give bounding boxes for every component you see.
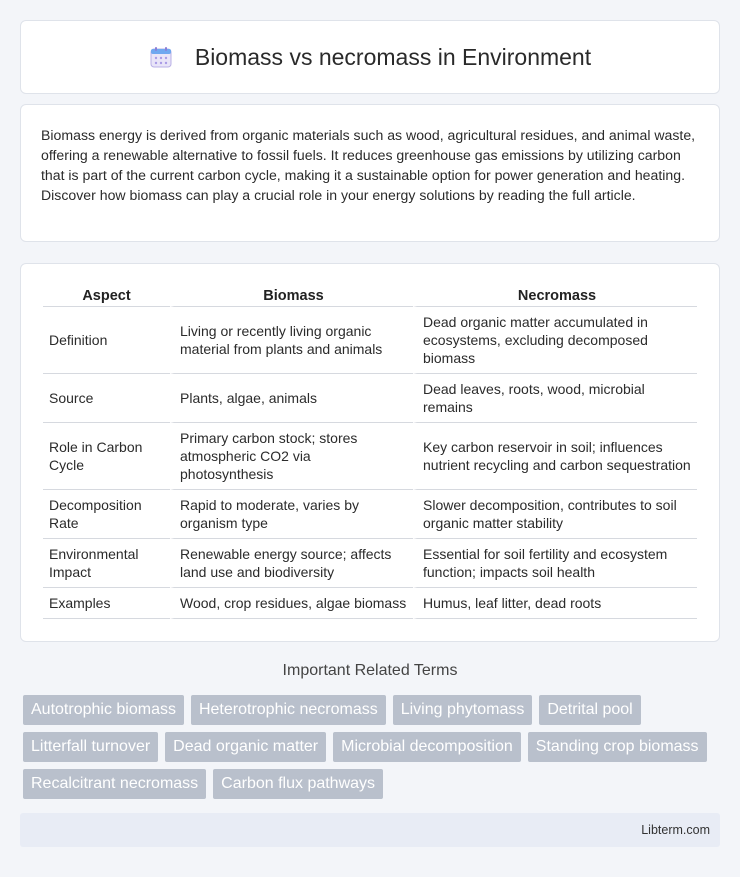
table-cell: Decomposition Rate	[43, 490, 170, 539]
title-wrap	[149, 44, 591, 71]
table-cell: Essential for soil fertility and ecosystem function; impacts soil health	[413, 539, 697, 588]
related-term-tag[interactable]: Detrital pool	[539, 695, 640, 725]
related-term-tag[interactable]: Living phytomass	[393, 695, 533, 725]
table-cell: Role in Carbon Cycle	[43, 423, 170, 490]
table-cell: Plants, algae, animals	[170, 374, 413, 423]
table-row	[43, 490, 697, 539]
table-cell: Source	[43, 374, 170, 423]
table-cell: Slower decomposition, contributes to soil organic matter stability	[413, 490, 697, 539]
header-necromass: Necromass	[413, 284, 697, 307]
table-cell: Definition	[43, 307, 170, 374]
related-term-tag[interactable]: Heterotrophic necromass	[191, 695, 386, 725]
table-row	[43, 539, 697, 588]
table-cell: Renewable energy source; affects land use and biodiversity	[170, 539, 413, 588]
table-cell: Living or recently living organic material from plants and animals	[170, 307, 413, 374]
table-cell: Humus, leaf litter, dead roots	[413, 588, 697, 619]
related-terms-title: Important Related Terms	[282, 662, 458, 679]
page-title: Biomass vs necromass in Environment	[194, 43, 592, 70]
header-aspect: Aspect	[43, 284, 170, 307]
intro-text: Biomass energy is derived from organic materials such as wood, agricultural residues, and animal waste, offering a renewable alternative to fossil fuels. It reduces greenhouse gas emissions by utilizing carbon that is part of the current carbon cycle, making it a sustainable option for power generation and heating. Discover how biomass can play a crucial role in your energy solutions by reading the full article.	[41, 127, 696, 203]
related-term-tag[interactable]: Dead organic matter	[165, 732, 326, 762]
related-term-tag[interactable]: Microbial decomposition	[333, 732, 521, 762]
comparison-table	[43, 284, 697, 619]
related-term-tag[interactable]: Recalcitrant necromass	[23, 769, 206, 799]
table-cell: Dead organic matter accumulated in ecosystems, excluding decomposed biomass	[413, 307, 697, 374]
table-row	[43, 307, 697, 374]
footer	[20, 813, 720, 847]
table-cell: Wood, crop residues, algae biomass	[170, 588, 413, 619]
header-biomass: Biomass	[170, 284, 413, 307]
table-row	[43, 588, 697, 619]
related-terms-list	[23, 695, 723, 799]
table-cell: Dead leaves, roots, wood, microbial remains	[413, 374, 697, 423]
table-row	[43, 374, 697, 423]
table-cell: Rapid to moderate, varies by organism type	[170, 490, 413, 539]
related-term-tag[interactable]: Standing crop biomass	[528, 732, 707, 762]
table-cell: Primary carbon stock; stores atmospheric CO2 via photosynthesis	[170, 423, 413, 490]
calendar-icon	[149, 45, 173, 69]
table-header-row	[43, 284, 697, 307]
footer-brand[interactable]: Libterm.com	[641, 823, 710, 837]
table-cell: Key carbon reservoir in soil; influences nutrient recycling and carbon sequestration	[413, 423, 697, 490]
related-term-tag[interactable]: Autotrophic biomass	[23, 695, 184, 725]
table-cell: Environmental Impact	[43, 539, 170, 588]
header-card	[20, 20, 720, 94]
comparison-table-card	[20, 263, 720, 642]
table-row	[43, 423, 697, 490]
related-term-tag[interactable]: Litterfall turnover	[23, 732, 158, 762]
intro-card	[20, 104, 720, 242]
related-term-tag[interactable]: Carbon flux pathways	[213, 769, 383, 799]
table-cell: Examples	[43, 588, 170, 619]
